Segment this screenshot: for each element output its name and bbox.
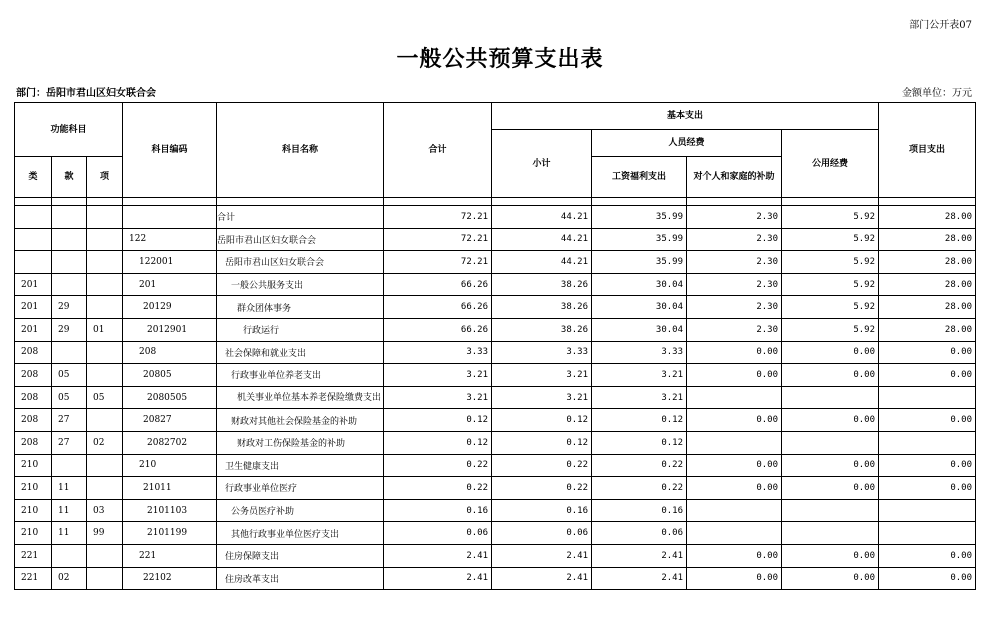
table-row bbox=[15, 206, 976, 229]
kuan-cell: 11 bbox=[52, 499, 87, 522]
project-cell: 28.00 bbox=[879, 296, 976, 319]
subtotal-cell: 3.33 bbox=[492, 341, 592, 364]
lei-cell: 210 bbox=[15, 454, 52, 477]
public-cell: 5.92 bbox=[782, 296, 879, 319]
kuan-cell bbox=[52, 273, 87, 296]
subject-name-cell: 群众团体事务 bbox=[217, 296, 384, 319]
subsidy-cell: 0.00 bbox=[687, 409, 782, 432]
salary-cell: 2.41 bbox=[592, 544, 687, 567]
header-household-subsidy: 对个人和家庭的补助 bbox=[687, 157, 782, 198]
subtotal-cell: 0.12 bbox=[492, 431, 592, 454]
xiang-cell bbox=[87, 273, 123, 296]
subject-name-cell: 行政运行 bbox=[217, 318, 384, 341]
project-cell bbox=[879, 522, 976, 545]
xiang-cell bbox=[87, 296, 123, 319]
lei-cell: 208 bbox=[15, 364, 52, 387]
xiang-cell bbox=[87, 454, 123, 477]
kuan-cell bbox=[52, 206, 87, 229]
salary-cell: 30.04 bbox=[592, 318, 687, 341]
total-cell: 72.21 bbox=[384, 228, 492, 251]
subtotal-cell: 38.26 bbox=[492, 273, 592, 296]
kuan-cell: 11 bbox=[52, 477, 87, 500]
subject-code-cell: 20805 bbox=[123, 364, 217, 387]
kuan-cell bbox=[52, 228, 87, 251]
header-personnel-expenses: 人员经费 bbox=[592, 130, 782, 157]
subtotal-cell: 2.41 bbox=[492, 567, 592, 590]
subject-code-cell: 2080505 bbox=[123, 386, 217, 409]
subject-code-cell: 20827 bbox=[123, 409, 217, 432]
lei-cell: 201 bbox=[15, 318, 52, 341]
project-cell: 28.00 bbox=[879, 273, 976, 296]
project-cell: 0.00 bbox=[879, 364, 976, 387]
lei-cell: 208 bbox=[15, 431, 52, 454]
public-cell: 0.00 bbox=[782, 477, 879, 500]
subject-name-cell: 机关事业单位基本养老保险缴费支出 bbox=[217, 386, 384, 409]
public-cell: 5.92 bbox=[782, 251, 879, 274]
public-cell: 0.00 bbox=[782, 364, 879, 387]
lei-cell bbox=[15, 206, 52, 229]
subtotal-cell: 0.12 bbox=[492, 409, 592, 432]
subject-code-cell: 22102 bbox=[123, 567, 217, 590]
salary-cell: 3.33 bbox=[592, 341, 687, 364]
subject-code-cell: 122001 bbox=[123, 251, 217, 274]
subject-code-cell bbox=[123, 206, 217, 229]
header-basic-expenditure: 基本支出 bbox=[492, 103, 879, 130]
xiang-cell bbox=[87, 364, 123, 387]
kuan-cell: 29 bbox=[52, 318, 87, 341]
project-cell: 0.00 bbox=[879, 567, 976, 590]
salary-cell: 0.12 bbox=[592, 409, 687, 432]
public-cell bbox=[782, 431, 879, 454]
lei-cell: 208 bbox=[15, 386, 52, 409]
subject-code-cell: 2101103 bbox=[123, 499, 217, 522]
salary-cell: 0.22 bbox=[592, 477, 687, 500]
table-row bbox=[15, 386, 976, 409]
table-row bbox=[15, 567, 976, 590]
public-cell: 0.00 bbox=[782, 567, 879, 590]
subsidy-cell: 2.30 bbox=[687, 251, 782, 274]
project-cell: 28.00 bbox=[879, 251, 976, 274]
header-project-expenditure: 项目支出 bbox=[879, 103, 976, 198]
subsidy-cell: 0.00 bbox=[687, 544, 782, 567]
budget-expenditure-table bbox=[14, 102, 976, 590]
subtotal-cell: 0.06 bbox=[492, 522, 592, 545]
table-body bbox=[15, 206, 976, 590]
project-cell: 28.00 bbox=[879, 318, 976, 341]
subsidy-cell bbox=[687, 386, 782, 409]
lei-cell: 208 bbox=[15, 409, 52, 432]
subtotal-cell: 38.26 bbox=[492, 318, 592, 341]
total-cell: 0.06 bbox=[384, 522, 492, 545]
page-title: 一般公共预算支出表 bbox=[396, 46, 604, 72]
table-row bbox=[15, 409, 976, 432]
kuan-cell: 02 bbox=[52, 567, 87, 590]
subject-name-cell: 岳阳市君山区妇女联合会 bbox=[217, 251, 384, 274]
subtotal-cell: 3.21 bbox=[492, 386, 592, 409]
salary-cell: 0.06 bbox=[592, 522, 687, 545]
xiang-cell: 05 bbox=[87, 386, 123, 409]
total-cell: 72.21 bbox=[384, 206, 492, 229]
salary-cell: 0.12 bbox=[592, 431, 687, 454]
subtotal-cell: 44.21 bbox=[492, 206, 592, 229]
kuan-cell: 05 bbox=[52, 386, 87, 409]
table-row bbox=[15, 318, 976, 341]
total-cell: 0.12 bbox=[384, 409, 492, 432]
project-cell: 0.00 bbox=[879, 544, 976, 567]
subsidy-cell bbox=[687, 499, 782, 522]
subsidy-cell: 0.00 bbox=[687, 567, 782, 590]
salary-cell: 2.41 bbox=[592, 567, 687, 590]
public-cell: 0.00 bbox=[782, 454, 879, 477]
project-cell bbox=[879, 499, 976, 522]
salary-cell: 35.99 bbox=[592, 228, 687, 251]
subject-name-cell: 合计 bbox=[217, 206, 384, 229]
total-cell: 66.26 bbox=[384, 273, 492, 296]
public-cell: 5.92 bbox=[782, 228, 879, 251]
xiang-cell bbox=[87, 477, 123, 500]
header-subject-name: 科目名称 bbox=[217, 103, 384, 198]
subtotal-cell: 0.16 bbox=[492, 499, 592, 522]
public-cell bbox=[782, 499, 879, 522]
table-row bbox=[15, 477, 976, 500]
lei-cell: 210 bbox=[15, 499, 52, 522]
subject-name-cell: 行政事业单位医疗 bbox=[217, 477, 384, 500]
total-cell: 72.21 bbox=[384, 251, 492, 274]
xiang-cell bbox=[87, 341, 123, 364]
project-cell bbox=[879, 386, 976, 409]
subsidy-cell: 0.00 bbox=[687, 477, 782, 500]
subject-code-cell: 20129 bbox=[123, 296, 217, 319]
subsidy-cell: 2.30 bbox=[687, 318, 782, 341]
subsidy-cell: 2.30 bbox=[687, 296, 782, 319]
table-row bbox=[15, 251, 976, 274]
kuan-cell: 05 bbox=[52, 364, 87, 387]
lei-cell bbox=[15, 228, 52, 251]
header-public-expenses: 公用经费 bbox=[782, 130, 879, 198]
total-cell: 66.26 bbox=[384, 296, 492, 319]
project-cell: 0.00 bbox=[879, 454, 976, 477]
subject-name-cell: 一般公共服务支出 bbox=[217, 273, 384, 296]
table-row bbox=[15, 341, 976, 364]
subsidy-cell: 2.30 bbox=[687, 228, 782, 251]
lei-cell: 210 bbox=[15, 522, 52, 545]
subsidy-cell: 2.30 bbox=[687, 273, 782, 296]
subject-name-cell: 岳阳市君山区妇女联合会 bbox=[217, 228, 384, 251]
table-row bbox=[15, 499, 976, 522]
xiang-cell: 02 bbox=[87, 431, 123, 454]
total-cell: 2.41 bbox=[384, 544, 492, 567]
lei-cell: 221 bbox=[15, 544, 52, 567]
table-row bbox=[15, 454, 976, 477]
kuan-cell: 29 bbox=[52, 296, 87, 319]
subsidy-cell: 0.00 bbox=[687, 341, 782, 364]
salary-cell: 35.99 bbox=[592, 251, 687, 274]
subject-name-cell: 卫生健康支出 bbox=[217, 454, 384, 477]
subject-name-cell: 财政对其他社会保险基金的补助 bbox=[217, 409, 384, 432]
subject-code-cell: 221 bbox=[123, 544, 217, 567]
subject-name-cell: 其他行政事业单位医疗支出 bbox=[217, 522, 384, 545]
public-cell bbox=[782, 386, 879, 409]
xiang-cell: 99 bbox=[87, 522, 123, 545]
table-row bbox=[15, 431, 976, 454]
kuan-cell: 27 bbox=[52, 431, 87, 454]
public-cell: 0.00 bbox=[782, 544, 879, 567]
lei-cell: 208 bbox=[15, 341, 52, 364]
table-row bbox=[15, 296, 976, 319]
subject-code-cell: 122 bbox=[123, 228, 217, 251]
lei-cell: 221 bbox=[15, 567, 52, 590]
public-cell bbox=[782, 522, 879, 545]
subject-code-cell: 208 bbox=[123, 341, 217, 364]
lei-cell bbox=[15, 251, 52, 274]
lei-cell: 201 bbox=[15, 296, 52, 319]
salary-cell: 3.21 bbox=[592, 364, 687, 387]
kuan-cell: 11 bbox=[52, 522, 87, 545]
project-cell: 0.00 bbox=[879, 477, 976, 500]
kuan-cell: 27 bbox=[52, 409, 87, 432]
lei-cell: 201 bbox=[15, 273, 52, 296]
subject-code-cell: 2082702 bbox=[123, 431, 217, 454]
subtotal-cell: 2.41 bbox=[492, 544, 592, 567]
public-cell: 0.00 bbox=[782, 409, 879, 432]
xiang-cell bbox=[87, 206, 123, 229]
subject-name-cell: 行政事业单位养老支出 bbox=[217, 364, 384, 387]
salary-cell: 30.04 bbox=[592, 296, 687, 319]
header-total: 合计 bbox=[384, 103, 492, 198]
amount-unit-label: 金额单位：万元 bbox=[902, 88, 972, 99]
salary-cell: 35.99 bbox=[592, 206, 687, 229]
table-row bbox=[15, 273, 976, 296]
header-lei: 类 bbox=[15, 157, 52, 198]
subject-name-cell: 社会保障和就业支出 bbox=[217, 341, 384, 364]
header-subject-code: 科目编码 bbox=[123, 103, 217, 198]
subsidy-cell: 2.30 bbox=[687, 206, 782, 229]
subject-code-cell: 21011 bbox=[123, 477, 217, 500]
project-cell: 28.00 bbox=[879, 206, 976, 229]
subsidy-cell bbox=[687, 431, 782, 454]
subsidy-cell: 0.00 bbox=[687, 364, 782, 387]
total-cell: 0.16 bbox=[384, 499, 492, 522]
table-row bbox=[15, 544, 976, 567]
header-function-subject: 功能科目 bbox=[15, 103, 123, 157]
subject-name-cell: 财政对工伤保险基金的补助 bbox=[217, 431, 384, 454]
subtotal-cell: 0.22 bbox=[492, 454, 592, 477]
total-cell: 2.41 bbox=[384, 567, 492, 590]
subject-name-cell: 公务员医疗补助 bbox=[217, 499, 384, 522]
header-subtotal: 小计 bbox=[492, 130, 592, 198]
xiang-cell: 01 bbox=[87, 318, 123, 341]
xiang-cell bbox=[87, 567, 123, 590]
header-kuan: 款 bbox=[52, 157, 87, 198]
table-row bbox=[15, 522, 976, 545]
public-cell: 5.92 bbox=[782, 273, 879, 296]
xiang-cell bbox=[87, 544, 123, 567]
public-cell: 5.92 bbox=[782, 206, 879, 229]
total-cell: 0.22 bbox=[384, 477, 492, 500]
subsidy-cell bbox=[687, 522, 782, 545]
kuan-cell bbox=[52, 341, 87, 364]
public-cell: 5.92 bbox=[782, 318, 879, 341]
salary-cell: 0.16 bbox=[592, 499, 687, 522]
subtotal-cell: 3.21 bbox=[492, 364, 592, 387]
subject-name-cell: 住房保障支出 bbox=[217, 544, 384, 567]
table-row bbox=[15, 364, 976, 387]
total-cell: 3.21 bbox=[384, 364, 492, 387]
xiang-cell bbox=[87, 409, 123, 432]
xiang-cell: 03 bbox=[87, 499, 123, 522]
public-cell: 0.00 bbox=[782, 341, 879, 364]
subtotal-cell: 0.22 bbox=[492, 477, 592, 500]
table-row bbox=[15, 228, 976, 251]
subject-code-cell: 201 bbox=[123, 273, 217, 296]
kuan-cell bbox=[52, 251, 87, 274]
project-cell bbox=[879, 431, 976, 454]
total-cell: 0.22 bbox=[384, 454, 492, 477]
subtotal-cell: 44.21 bbox=[492, 251, 592, 274]
kuan-cell bbox=[52, 544, 87, 567]
salary-cell: 0.22 bbox=[592, 454, 687, 477]
subject-name-cell: 住房改革支出 bbox=[217, 567, 384, 590]
subject-code-cell: 210 bbox=[123, 454, 217, 477]
subsidy-cell: 0.00 bbox=[687, 454, 782, 477]
subtotal-cell: 38.26 bbox=[492, 296, 592, 319]
xiang-cell bbox=[87, 251, 123, 274]
project-cell: 0.00 bbox=[879, 409, 976, 432]
subject-code-cell: 2012901 bbox=[123, 318, 217, 341]
subtotal-cell: 44.21 bbox=[492, 228, 592, 251]
xiang-cell bbox=[87, 228, 123, 251]
total-cell: 0.12 bbox=[384, 431, 492, 454]
salary-cell: 30.04 bbox=[592, 273, 687, 296]
total-cell: 66.26 bbox=[384, 318, 492, 341]
salary-cell: 3.21 bbox=[592, 386, 687, 409]
subject-code-cell: 2101199 bbox=[123, 522, 217, 545]
total-cell: 3.33 bbox=[384, 341, 492, 364]
department-label: 部门：岳阳市君山区妇女联合会 bbox=[16, 88, 156, 99]
header-salary-welfare: 工资福利支出 bbox=[592, 157, 687, 198]
project-cell: 0.00 bbox=[879, 341, 976, 364]
header-xiang: 项 bbox=[87, 157, 123, 198]
total-cell: 3.21 bbox=[384, 386, 492, 409]
form-number: 部门公开表07 bbox=[909, 20, 972, 31]
project-cell: 28.00 bbox=[879, 228, 976, 251]
lei-cell: 210 bbox=[15, 477, 52, 500]
kuan-cell bbox=[52, 454, 87, 477]
